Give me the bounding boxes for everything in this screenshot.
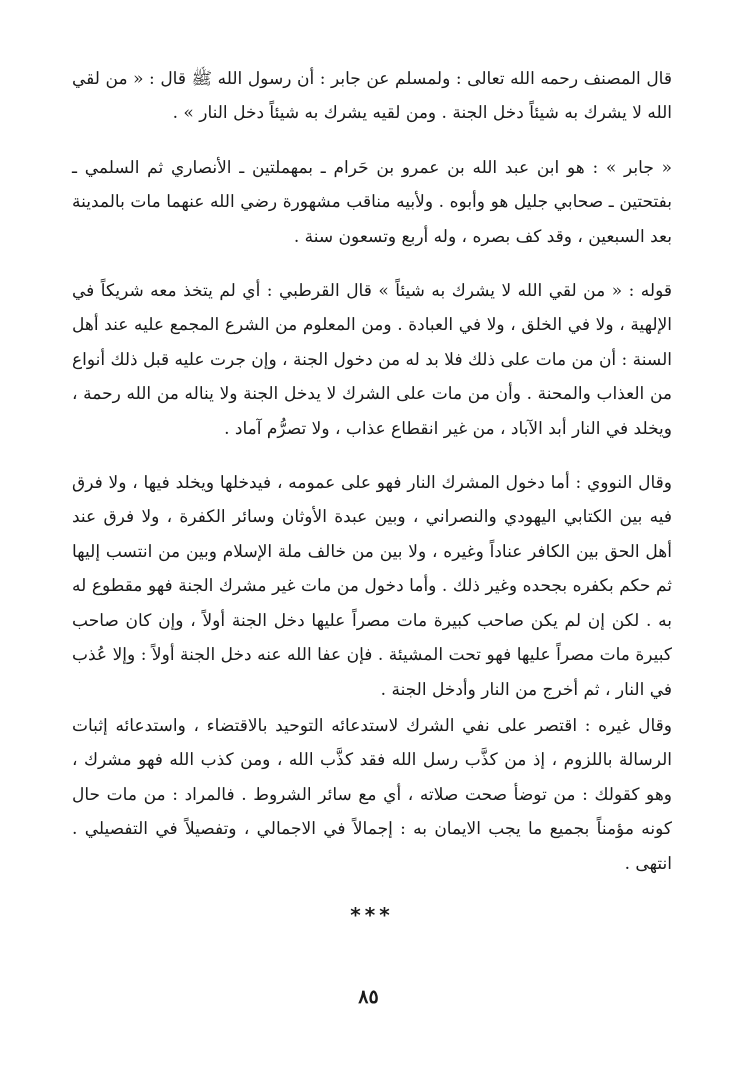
paragraph-hadith: قال المصنف رحمه الله تعالى : ولمسلم عن جابر : أن رسول الله ﷺ قال : « من لقي الله لا يشرك به شيئاً دخل الجنة . ومن لقيه يشرك به شيئاً دخل النار » . — [72, 69, 672, 124]
paragraph-qurtubi: قوله : « من لقي الله لا يشرك به شيئاً » قال القرطبي : أي لم يتخذ معه شريكاً في الإلهية ، ولا في الخلق ، ولا في العبادة . ومن المعلوم من الشرع المجمع عليه عند أهل السنة : أن من مات على ذلك فلا بد له من دخول الجنة ، وإن جرت عليه قبل ذلك أنواع من العذاب والمحنة . وأن من مات على الشرك لا يدخل الجنة ولا يناله من الله رحمة ، ويخلد في النار أبد الآباد ، من غير انقطاع عذاب ، ولا تصرُّم آماد . — [72, 281, 672, 439]
page-number: ٨٥ — [358, 986, 379, 1008]
section-divider: *** — [350, 902, 394, 927]
document-page — [72, 62, 672, 927]
paragraph-nawawi: وقال النووي : أما دخول المشرك النار فهو على عمومه ، فيدخلها ويخلد فيها ، ولا فرق فيه بين الكتابي اليهودي والنصراني ، وبين عبدة الأوثان وسائر الكفرة ، ولا فرق عند أهل الحق بين الكافر عناداً وغيره ، ولا بين من خالف ملة الإسلام وبين من انتسب إليها ثم حكم بكفره بجحده وغير ذلك . وأما دخول من مات غير مشرك الجنة فهو مقطوع له به . لكن إن لم يكن صاحب كبيرة مات مصراً عليها دخل الجنة أولاً ، وإن كان صاحب كبيرة مات مصراً عليها فهو تحت المشيئة . فإن عفا الله عنه دخل الجنة أولاً : وإلا عُذب في النار ، ثم أخرج من النار وأدخل الجنة . — [72, 473, 672, 700]
paragraph-jabir: « جابر » : هو ابن عبد الله بن عمرو بن حَرام ـ بمهملتين ـ الأنصاري ثم السلمي ـ بفتحتين ـ صحابي جليل هو وأبوه . ولأبيه مناقب مشهورة رضي الله عنهما مات بالمدينة بعد السبعين ، وقد كف بصره ، وله أربع وتسعون سنة . — [72, 157, 672, 247]
paragraph-other-scholar: وقال غيره : اقتصر على نفي الشرك لاستدعائه التوحيد بالاقتضاء ، واستدعائه إثبات الرسالة باللزوم ، إذ من كذَّب رسل الله فقد كذَّب الله ، ومن كذب الله فهو مشرك ، وهو كقولك : من توضأ صحت صلاته ، أي مع سائر الشروط . فالمراد : من مات حال كونه مؤمناً بجميع ما يجب الايمان به : إجمالاً في الاجمالي ، وتفصيلاً في التفصيلي . انتهى . — [72, 715, 672, 874]
